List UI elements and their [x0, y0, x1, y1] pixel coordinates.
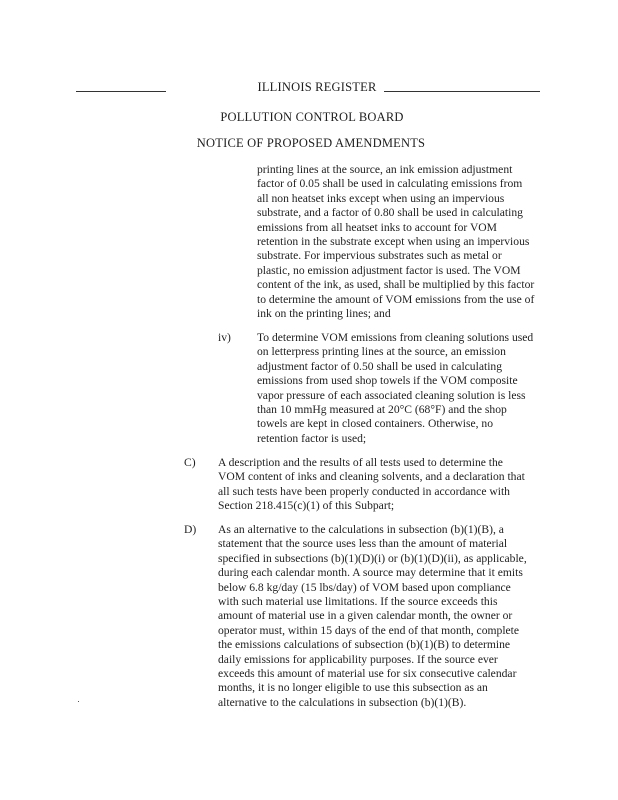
- text-line: amount of material use in a given calendar month, the owner or: [218, 609, 513, 623]
- text-line: during each calendar month. A source may determine that it emits: [218, 566, 523, 580]
- text-line: substrate. For impervious substrates such as metal or: [257, 249, 502, 263]
- item-iv-paragraph: [257, 331, 533, 446]
- text-line: A description and the results of all tests used to determine the: [218, 456, 503, 469]
- text-line: all non heatset inks except when using an impervious: [257, 191, 505, 205]
- text-line: ink on the printing lines; and: [257, 307, 391, 321]
- notice-title: [2, 136, 618, 151]
- text-line: emissions from all heatset inks to account for VOM: [257, 220, 497, 234]
- text-line: statement that the source uses less than the amount of material: [218, 537, 508, 551]
- text-line: exceeds this amount of material use for six consecutive calendar: [218, 667, 517, 681]
- text-line: alternative to the calculations in subsection (b)(1)(B).: [218, 695, 467, 709]
- text-line: plastic, no emission adjustment factor is used. The VOM: [257, 263, 521, 277]
- text-line: on letterpress printing lines at the source, an emission: [257, 345, 506, 359]
- text-line: To determine VOM emissions from cleaning solutions used: [257, 331, 534, 344]
- text-line: Section 218.415(c)(1) of this Subpart;: [218, 499, 395, 513]
- text-line: daily emissions for applicability purposes. If the source ever: [218, 652, 498, 666]
- item-iv-label: iv): [218, 331, 231, 344]
- item-d-label: D): [184, 523, 197, 536]
- text-line: As an alternative to the calculations in subsection (b)(1)(B), a: [218, 523, 504, 536]
- text-line: emissions from used shop towels if the VOM composite: [257, 374, 518, 388]
- text-line: operator must, within 15 days of the end of that month, complete: [218, 623, 520, 637]
- item-c-paragraph: [218, 456, 525, 514]
- text-line: than 10 mmHg measured at 20°C (68°F) and the shop: [257, 403, 507, 417]
- board-title: [3, 110, 618, 125]
- notice-title-text: NOTICE OF PROPOSED AMENDMENTS: [196, 136, 426, 150]
- text-line: the emissions calculations of subsection (b)(1)(B) to determine: [218, 638, 511, 652]
- text-line: vapor pressure of each associated cleaning solution is less: [257, 388, 526, 402]
- item-d-paragraph: [218, 523, 527, 710]
- text-line: printing lines at the source, an ink emission adjustment: [257, 163, 513, 176]
- text-line: content of the ink, as used, shall be multiplied by this factor: [257, 278, 535, 292]
- text-line: retention factor is used;: [257, 431, 367, 445]
- text-line: below 6.8 kg/day (15 lbs/day) of VOM based upon compliance: [218, 580, 511, 594]
- register-title-text: ILLINOIS REGISTER: [257, 80, 377, 94]
- text-line: months, it is no longer eligible to use this subsection as an: [218, 681, 488, 695]
- text-line: specified in subsections (b)(1)(D)(i) or (b)(1)(D)(ii), as applicable,: [218, 551, 527, 565]
- scan-speck: [78, 701, 79, 702]
- text-line: to determine the amount of VOM emissions from the use of: [257, 292, 535, 306]
- board-title-text: POLLUTION CONTROL BOARD: [220, 110, 404, 124]
- text-line: all such tests have been properly conducted in accordance with: [218, 484, 510, 498]
- register-title: [8, 80, 618, 95]
- text-line: with such material use limitations. If the source exceeds this: [218, 595, 498, 609]
- text-line: adjustment factor of 0.50 shall be used in calculating: [257, 359, 503, 373]
- text-line: VOM content of inks and cleaning solvents, and a declaration that: [218, 470, 525, 484]
- text-line: factor of 0.05 shall be used in calculating emissions from: [257, 177, 523, 191]
- continuation-paragraph: [257, 163, 534, 321]
- text-line: substrate, and a factor of 0.80 shall be used in calculating: [257, 206, 523, 220]
- text-line: towels are kept in closed containers. Otherwise, no: [257, 417, 493, 431]
- text-line: retention in the substrate except when using an impervious: [257, 235, 530, 249]
- item-c-label: C): [184, 456, 196, 469]
